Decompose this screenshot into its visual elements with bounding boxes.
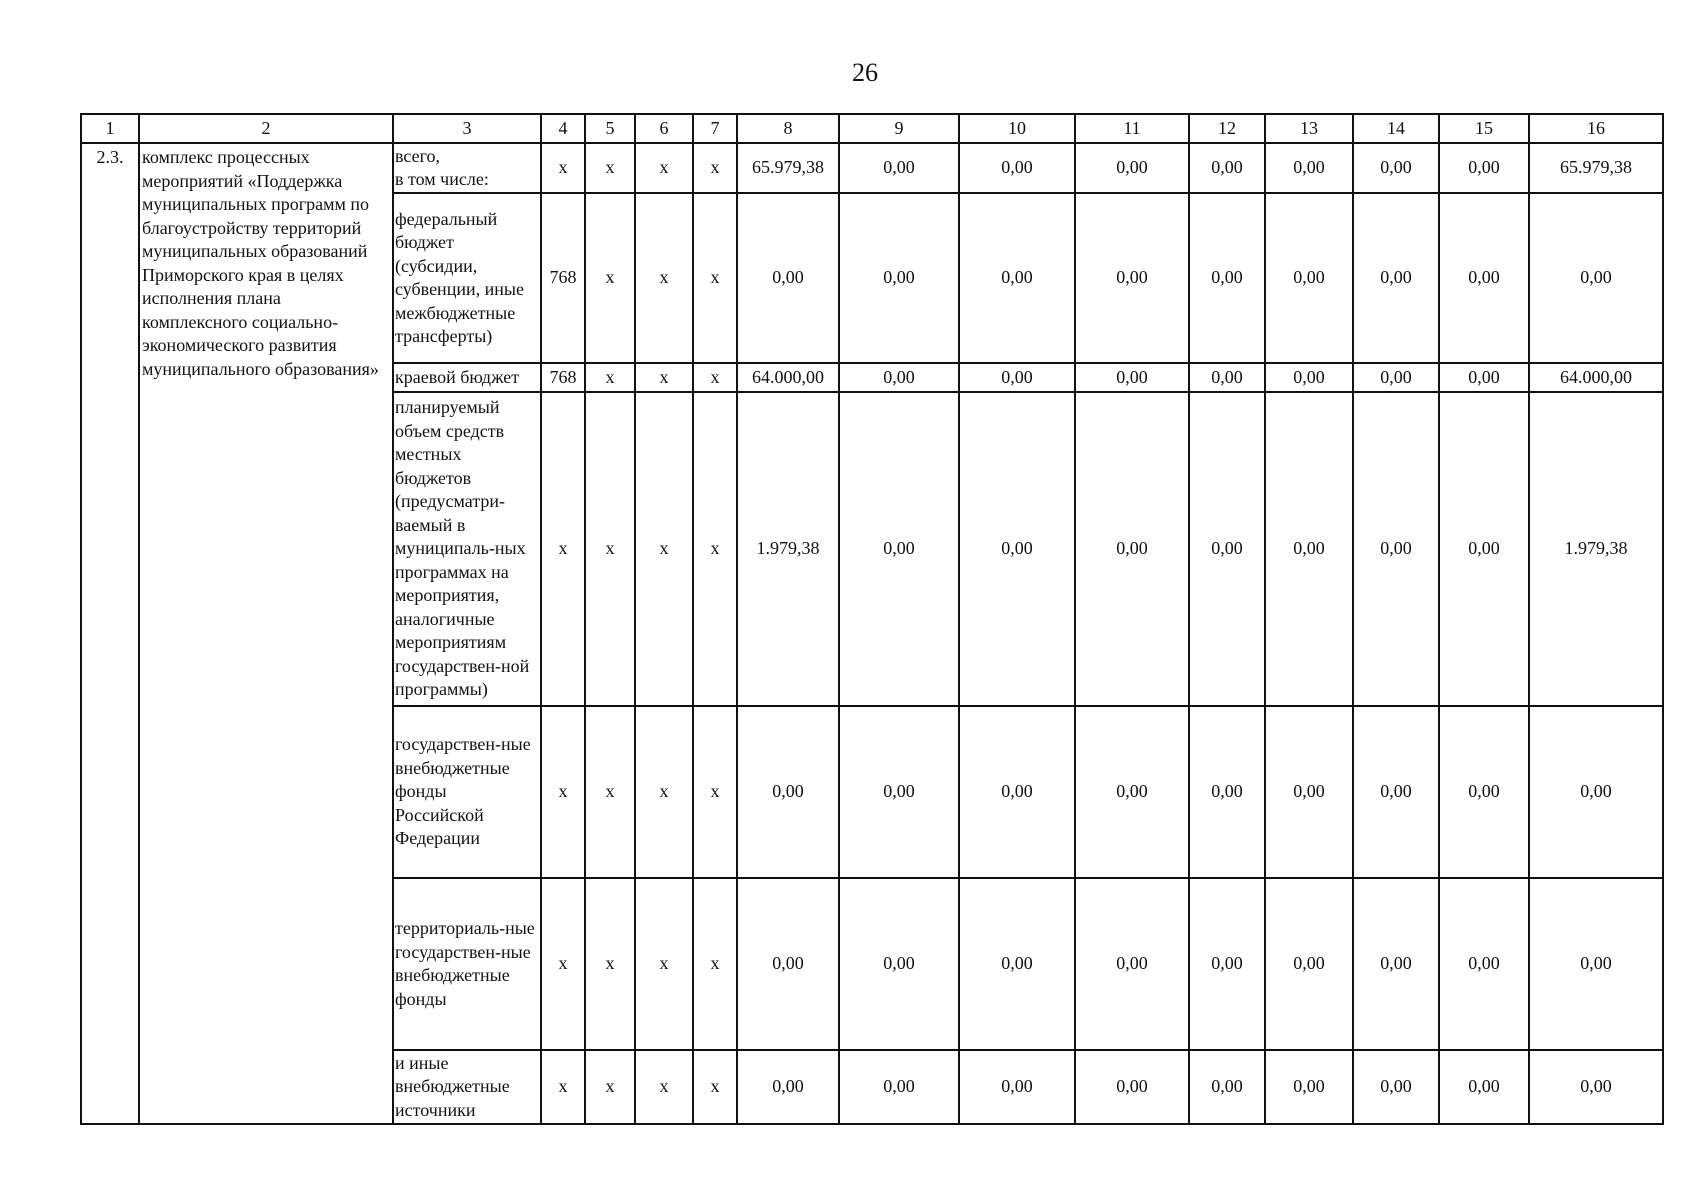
column-header-12: 12 — [1189, 114, 1265, 143]
value-cell-col-12: 0,00 — [1189, 392, 1265, 706]
value-cell-col-13: 0,00 — [1265, 143, 1353, 193]
value-cell-col-12: 0,00 — [1189, 878, 1265, 1050]
value-cell-col-15: 0,00 — [1439, 363, 1529, 392]
value-cell-col-5: x — [585, 392, 635, 706]
funding-source: государствен-ные внебюджетные фонды Российской Федерации — [393, 706, 541, 878]
value-cell-col-7: x — [693, 143, 737, 193]
value-cell-col-14: 0,00 — [1353, 363, 1439, 392]
column-header-1: 1 — [81, 114, 139, 143]
value-cell-col-7: x — [693, 363, 737, 392]
budget-table — [80, 113, 1664, 1125]
funding-source: краевой бюджет — [393, 363, 541, 392]
value-cell-col-5: x — [585, 706, 635, 878]
value-cell-col-12: 0,00 — [1189, 706, 1265, 878]
value-cell-col-13: 0,00 — [1265, 363, 1353, 392]
value-cell-col-9: 0,00 — [839, 143, 959, 193]
value-cell-col-6: x — [635, 878, 693, 1050]
value-cell-col-7: x — [693, 706, 737, 878]
value-cell-col-14: 0,00 — [1353, 392, 1439, 706]
value-cell-col-10: 0,00 — [959, 392, 1075, 706]
column-header-11: 11 — [1075, 114, 1189, 143]
value-cell-col-5: x — [585, 1050, 635, 1124]
value-cell-col-4: 768 — [541, 193, 585, 363]
value-cell-col-8: 0,00 — [737, 706, 839, 878]
value-cell-col-5: x — [585, 363, 635, 392]
column-header-10: 10 — [959, 114, 1075, 143]
value-cell-col-9: 0,00 — [839, 363, 959, 392]
value-cell-col-9: 0,00 — [839, 878, 959, 1050]
value-cell-col-15: 0,00 — [1439, 706, 1529, 878]
value-cell-col-9: 0,00 — [839, 706, 959, 878]
value-cell-col-4: x — [541, 706, 585, 878]
value-cell-col-11: 0,00 — [1075, 1050, 1189, 1124]
funding-source: и иные внебюджетные источники — [393, 1050, 541, 1124]
value-cell-col-7: x — [693, 1050, 737, 1124]
value-cell-col-7: x — [693, 878, 737, 1050]
value-cell-col-6: x — [635, 392, 693, 706]
value-cell-col-15: 0,00 — [1439, 143, 1529, 193]
value-cell-col-15: 0,00 — [1439, 1050, 1529, 1124]
value-cell-col-8: 65.979,38 — [737, 143, 839, 193]
value-cell-col-16: 65.979,38 — [1529, 143, 1663, 193]
value-cell-col-4: x — [541, 392, 585, 706]
value-cell-col-4: 768 — [541, 363, 585, 392]
value-cell-col-13: 0,00 — [1265, 392, 1353, 706]
value-cell-col-10: 0,00 — [959, 143, 1075, 193]
column-header-6: 6 — [635, 114, 693, 143]
value-cell-col-6: x — [635, 143, 693, 193]
column-header-14: 14 — [1353, 114, 1439, 143]
value-cell-col-10: 0,00 — [959, 706, 1075, 878]
header-row — [81, 114, 1663, 143]
item-name: комплекс процессных мероприятий «Поддержка муниципальных программ по благоустройству территорий муниципальных образований Приморского края в целях исполнения плана комплексного социально-экономического развития муниципального образования» — [139, 143, 393, 1124]
value-cell-col-12: 0,00 — [1189, 143, 1265, 193]
value-cell-col-6: x — [635, 193, 693, 363]
value-cell-col-12: 0,00 — [1189, 193, 1265, 363]
value-cell-col-8: 0,00 — [737, 193, 839, 363]
value-cell-col-15: 0,00 — [1439, 392, 1529, 706]
column-header-13: 13 — [1265, 114, 1353, 143]
column-header-2: 2 — [139, 114, 393, 143]
value-cell-col-13: 0,00 — [1265, 706, 1353, 878]
value-cell-col-15: 0,00 — [1439, 878, 1529, 1050]
value-cell-col-14: 0,00 — [1353, 878, 1439, 1050]
value-cell-col-5: x — [585, 193, 635, 363]
value-cell-col-11: 0,00 — [1075, 193, 1189, 363]
funding-source: федеральный бюджет (субсидии, субвенции, иные межбюджетные трансферты) — [393, 193, 541, 363]
value-cell-col-10: 0,00 — [959, 878, 1075, 1050]
value-cell-col-11: 0,00 — [1075, 392, 1189, 706]
value-cell-col-4: x — [541, 1050, 585, 1124]
value-cell-col-6: x — [635, 363, 693, 392]
value-cell-col-14: 0,00 — [1353, 143, 1439, 193]
value-cell-col-12: 0,00 — [1189, 363, 1265, 392]
value-cell-col-11: 0,00 — [1075, 706, 1189, 878]
value-cell-col-4: x — [541, 143, 585, 193]
value-cell-col-7: x — [693, 392, 737, 706]
value-cell-col-12: 0,00 — [1189, 1050, 1265, 1124]
funding-source: планируемый объем средств местных бюджетов (предусматри-ваемый в муниципаль-ных программах на мероприятия, аналогичные мероприятиям государствен-ной программы) — [393, 392, 541, 706]
column-header-15: 15 — [1439, 114, 1529, 143]
column-header-7: 7 — [693, 114, 737, 143]
value-cell-col-13: 0,00 — [1265, 878, 1353, 1050]
value-cell-col-13: 0,00 — [1265, 1050, 1353, 1124]
value-cell-col-6: x — [635, 706, 693, 878]
funding-source: территориаль-ные государствен-ные внебюджетные фонды — [393, 878, 541, 1050]
value-cell-col-6: x — [635, 1050, 693, 1124]
value-cell-col-16: 0,00 — [1529, 706, 1663, 878]
item-number: 2.3. — [81, 143, 139, 1124]
column-header-3: 3 — [393, 114, 541, 143]
value-cell-col-11: 0,00 — [1075, 363, 1189, 392]
value-cell-col-16: 0,00 — [1529, 193, 1663, 363]
page-number: 26 — [852, 58, 878, 87]
value-cell-col-15: 0,00 — [1439, 193, 1529, 363]
value-cell-col-10: 0,00 — [959, 363, 1075, 392]
value-cell-col-13: 0,00 — [1265, 193, 1353, 363]
funding-source: всего, в том числе: — [393, 143, 541, 193]
value-cell-col-16: 1.979,38 — [1529, 392, 1663, 706]
column-header-8: 8 — [737, 114, 839, 143]
table-row — [81, 143, 1663, 193]
value-cell-col-10: 0,00 — [959, 193, 1075, 363]
value-cell-col-10: 0,00 — [959, 1050, 1075, 1124]
value-cell-col-9: 0,00 — [839, 193, 959, 363]
value-cell-col-5: x — [585, 878, 635, 1050]
value-cell-col-16: 0,00 — [1529, 878, 1663, 1050]
value-cell-col-11: 0,00 — [1075, 143, 1189, 193]
column-header-4: 4 — [541, 114, 585, 143]
value-cell-col-8: 64.000,00 — [737, 363, 839, 392]
value-cell-col-5: x — [585, 143, 635, 193]
value-cell-col-16: 64.000,00 — [1529, 363, 1663, 392]
value-cell-col-16: 0,00 — [1529, 1050, 1663, 1124]
value-cell-col-9: 0,00 — [839, 392, 959, 706]
value-cell-col-8: 1.979,38 — [737, 392, 839, 706]
budget-table-body — [81, 114, 1663, 1124]
value-cell-col-9: 0,00 — [839, 1050, 959, 1124]
value-cell-col-8: 0,00 — [737, 878, 839, 1050]
value-cell-col-14: 0,00 — [1353, 1050, 1439, 1124]
value-cell-col-14: 0,00 — [1353, 706, 1439, 878]
value-cell-col-4: x — [541, 878, 585, 1050]
value-cell-col-14: 0,00 — [1353, 193, 1439, 363]
column-header-16: 16 — [1529, 114, 1663, 143]
value-cell-col-7: x — [693, 193, 737, 363]
column-header-9: 9 — [839, 114, 959, 143]
column-header-5: 5 — [585, 114, 635, 143]
value-cell-col-11: 0,00 — [1075, 878, 1189, 1050]
value-cell-col-8: 0,00 — [737, 1050, 839, 1124]
